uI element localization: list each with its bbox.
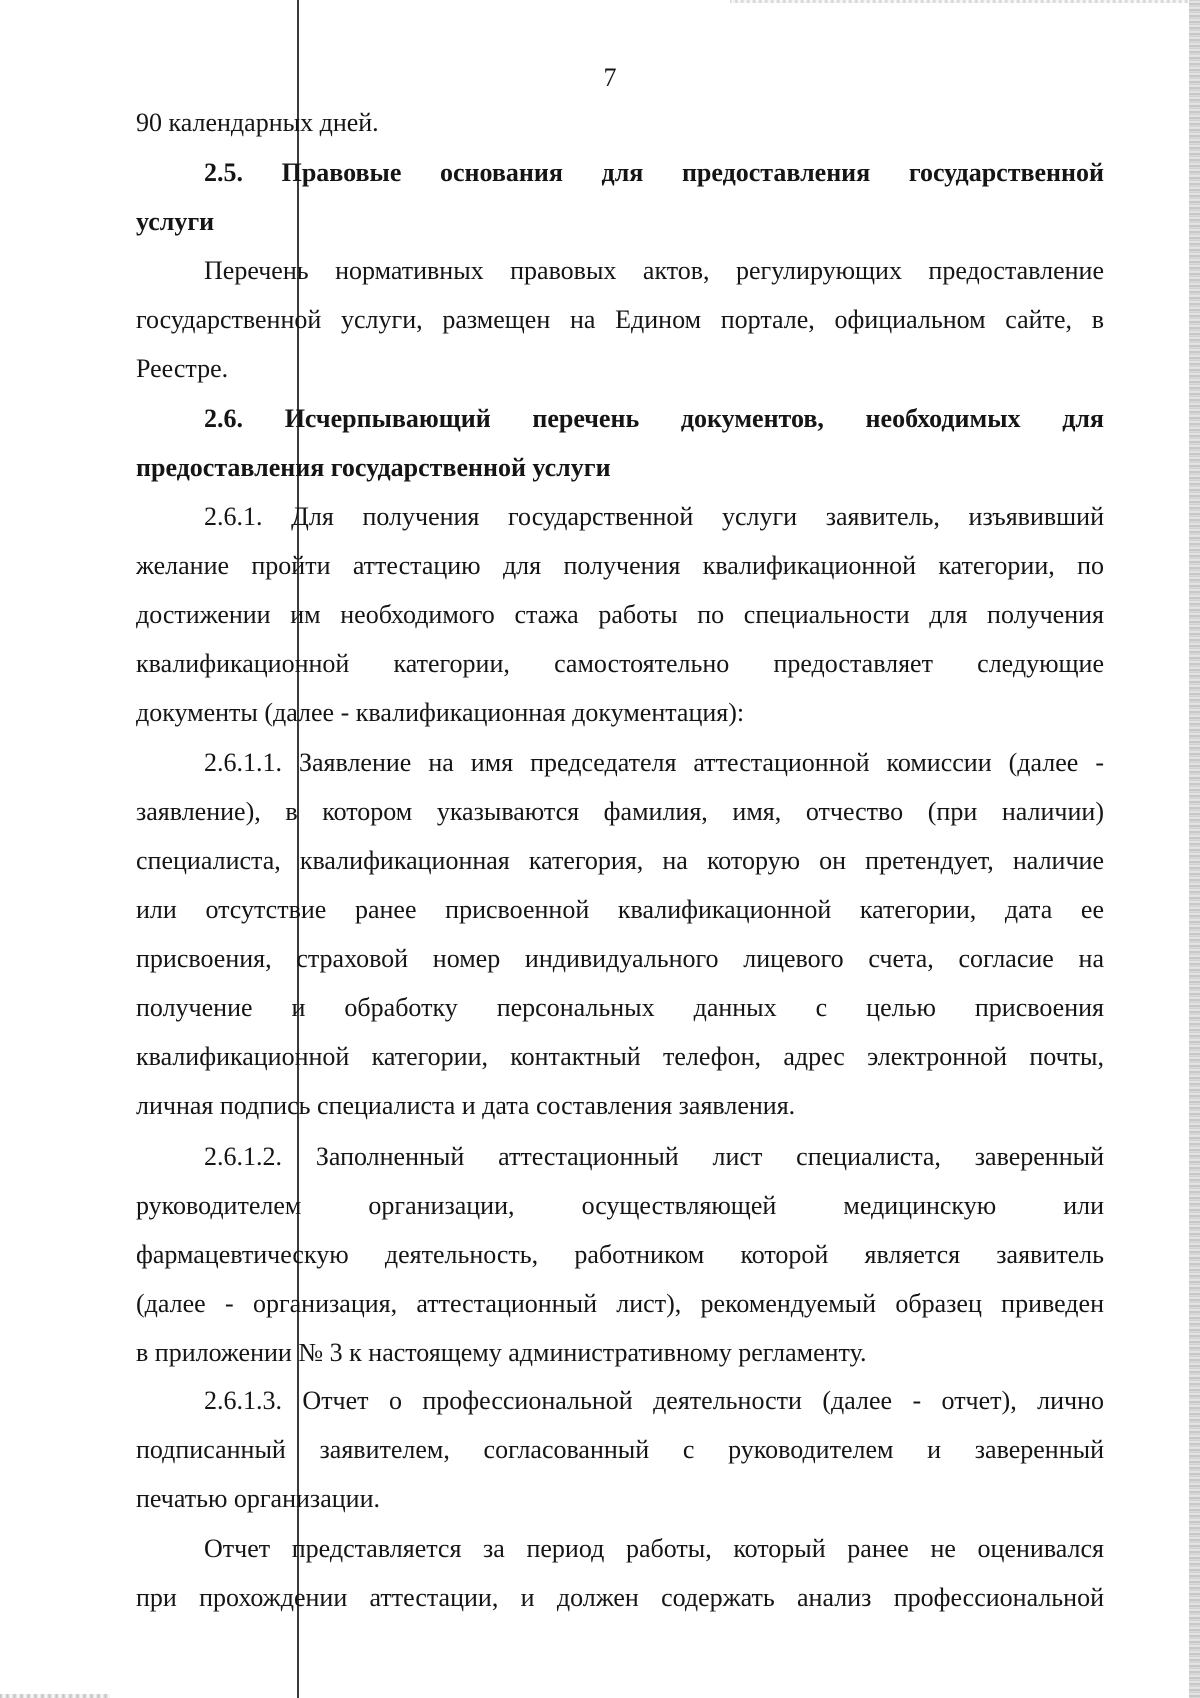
text-line: фармацевтическую деятельность, работником которой является заявитель (136, 1240, 1104, 1269)
section-heading-2-5 (136, 148, 1104, 246)
text-line: желание пройти аттестацию для получения квалификационной категории, по (136, 551, 1104, 580)
paragraph-2-6-1-1 (136, 738, 1104, 1130)
paragraph-2-6-1-3 (136, 1376, 1104, 1523)
text-line: Отчет представляется за период работы, который ранее не оценивался (204, 1534, 1104, 1563)
heading-line: 2.5. Правовые основания для предоставления государственной (204, 158, 1104, 187)
text-line: печатью организации. (136, 1484, 380, 1513)
text-line: документы (далее - квалификационная документация): (136, 698, 745, 727)
text-line: (далее - организация, аттестационный лист), рекомендуемый образец приведен (136, 1289, 1104, 1318)
section-heading-2-6 (136, 394, 1104, 492)
text-line: подписанный заявителем, согласованный с руководителем и заверенный (136, 1435, 1104, 1464)
text-line: 90 календарных дней. (136, 108, 379, 137)
text-line: Перечень нормативных правовых актов, регулирующих предоставление (204, 256, 1104, 285)
heading-line: предоставления государственной услуги (136, 453, 611, 482)
paragraph-report-period (136, 1524, 1104, 1622)
text-line: Реестре. (136, 354, 229, 383)
scan-edge-bottom (0, 1694, 110, 1698)
text-line: квалификационной категории, контактный телефон, адрес электронной почты, (136, 1042, 1104, 1071)
text-line: получение и обработку персональных данных с целью присвоения (136, 993, 1104, 1022)
paragraph-legal-acts (136, 246, 1104, 393)
heading-line: 2.6. Исчерпывающий перечень документов, необходимых для (204, 404, 1104, 433)
text-line: личная подпись специалиста и дата составления заявления. (136, 1091, 796, 1120)
text-line: 2.6.1. Для получения государственной услуги заявитель, изъявивший (204, 502, 1104, 531)
text-line: достижении им необходимого стажа работы по специальности для получения (136, 600, 1104, 629)
text-line: специалиста, квалификационная категория, на которую он претендует, наличие (136, 846, 1104, 875)
text-line: 2.6.1.3. Отчет о профессиональной деятельности (далее - отчет), лично (204, 1386, 1104, 1415)
text-line: руководителем организации, осуществляющей медицинскую или (136, 1191, 1104, 1220)
text-line: заявление), в котором указываются фамилия, имя, отчество (при наличии) (136, 797, 1104, 826)
text-line: 2.6.1.1. Заявление на имя председателя аттестационной комиссии (далее - (204, 748, 1104, 777)
paragraph-2-6-1-2 (136, 1132, 1104, 1377)
text-line: квалификационной категории, самостоятельно предоставляет следующие (136, 649, 1104, 678)
paragraph-continuation (136, 98, 1104, 147)
paragraph-2-6-1 (136, 492, 1104, 737)
text-line: в приложении № 3 к настоящему административному регламенту. (136, 1338, 867, 1367)
page-number: 7 (603, 63, 617, 92)
heading-line: услуги (136, 207, 215, 236)
text-line: присвоения, страховой номер индивидуального лицевого счета, согласие на (136, 944, 1104, 973)
scan-edge-top (730, 0, 1200, 3)
scan-edge-right (1189, 0, 1200, 1698)
text-line: государственной услуги, размещен на Едином портале, официальном сайте, в (136, 305, 1104, 334)
text-line: при прохождении аттестации, и должен содержать анализ профессиональной (136, 1583, 1104, 1612)
text-line: 2.6.1.2. Заполненный аттестационный лист специалиста, заверенный (204, 1142, 1104, 1171)
text-line: или отсутствие ранее присвоенной квалификационной категории, дата ее (136, 895, 1104, 924)
